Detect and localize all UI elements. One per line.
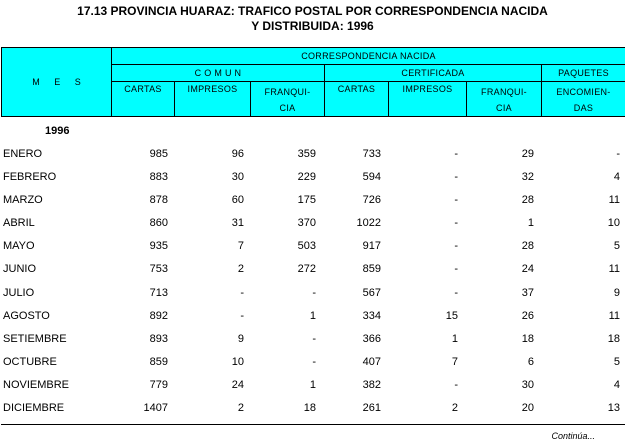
cell-value: 407 [362,356,381,368]
cell-value: 2 [237,402,244,414]
cell-value: 20 [521,402,534,414]
cell-value: 2 [237,263,244,275]
cell-value: 917 [362,240,381,252]
cell-value: - [312,356,316,368]
month-label: JUNIO [3,263,36,275]
header-comun: C O M U N [112,65,325,82]
table-row [0,194,625,214]
cell-value: 1407 [143,402,168,414]
cell-value: 503 [297,240,316,252]
cell-value: - [454,148,458,160]
cell-value: 334 [362,310,381,322]
cell-value: 18 [303,402,316,414]
cell-value: 32 [521,171,534,183]
month-label: DICIEMBRE [3,402,65,414]
cell-value: 9 [237,333,244,345]
header-mes: M E S [2,48,112,117]
header-certificada: CERTIFICADA [325,65,542,82]
table-title: 17.13 PROVINCIA HUARAZ: TRAFICO POSTAL POR CORRESPONDENCIA NACIDA [77,4,548,18]
cell-value: 366 [362,333,381,345]
month-label: SETIEMBRE [3,333,67,345]
cell-value: 370 [297,217,316,229]
cell-value: - [454,240,458,252]
table-row [0,333,625,353]
cell-value: 985 [149,148,168,160]
month-label: AGOSTO [3,310,50,322]
table-row [0,379,625,399]
cell-value: 567 [362,287,381,299]
cell-value: 18 [607,333,620,345]
cell-value: 31 [231,217,244,229]
cell-value: 5 [613,356,620,368]
cell-value: 30 [231,171,244,183]
cell-value: 1022 [356,217,381,229]
cell-value: 4 [613,171,620,183]
cell-value: - [454,379,458,391]
cell-value: 7 [237,240,244,252]
cell-value: 878 [149,194,168,206]
cell-value: 229 [297,171,316,183]
cell-value: 859 [362,263,381,275]
cell-value: 733 [362,148,381,160]
table-row [0,356,625,376]
cell-value: - [240,310,244,322]
month-label: MAYO [3,240,35,252]
cell-value: 24 [231,379,244,391]
cell-value: 359 [297,148,316,160]
column-header: CARTAS [325,82,389,117]
cell-value: 753 [149,263,168,275]
cell-value: 30 [521,379,534,391]
month-label: ENERO [3,148,43,160]
cell-value: 594 [362,171,381,183]
header-correspondencia-nacida: CORRESPONDENCIA NACIDA [112,48,625,65]
cell-value: - [240,287,244,299]
column-header: FRANQUI- CIA [467,82,542,117]
cell-value: - [454,287,458,299]
cell-value: 28 [521,194,534,206]
cell-value: - [454,171,458,183]
cell-value: 10 [607,217,620,229]
cell-value: 10 [231,356,244,368]
cell-value: 15 [445,310,458,322]
month-label: NOVIEMBRE [3,379,70,391]
table-row [0,402,625,422]
cell-value: 713 [149,287,168,299]
cell-value: 860 [149,217,168,229]
month-label: OCTUBRE [3,356,57,368]
table-row [0,287,625,307]
table-row [0,171,625,191]
column-header: ENCOMIEN- DAS [542,82,625,117]
cell-value: 60 [231,194,244,206]
month-label: JULIO [3,287,35,299]
cell-value: - [312,287,316,299]
cell-value: 2 [451,402,458,414]
cell-value: 779 [149,379,168,391]
table-bottom-rule [1,424,625,425]
cell-value: 26 [521,310,534,322]
cell-value: 7 [451,356,458,368]
table-row [0,217,625,237]
column-header: FRANQUI- CIA [251,82,325,117]
cell-value: 726 [362,194,381,206]
column-header: IMPRESOS [175,82,251,117]
cell-value: 11 [608,194,620,206]
cell-value: 11 [608,310,620,322]
cell-value: 1 [309,379,316,391]
column-header: CARTAS [112,82,175,117]
cell-value: 382 [362,379,381,391]
cell-value: 1 [309,310,316,322]
cell-value: - [454,217,458,229]
table-row [0,263,625,283]
header-paquetes: PAQUETES [542,65,625,82]
table-row [0,148,625,168]
cell-value: 96 [231,148,244,160]
cell-value: 18 [521,333,534,345]
cell-value: 5 [613,240,620,252]
cell-value: - [454,263,458,275]
cell-value: 859 [149,356,168,368]
month-label: FEBRERO [3,171,57,183]
continua-note: Continúa... [551,431,595,441]
column-header: IMPRESOS [389,82,467,117]
cell-value: 37 [521,287,534,299]
cell-value: 1 [451,333,458,345]
month-label: MARZO [3,194,43,206]
table-header [1,47,625,117]
cell-value: 272 [297,263,316,275]
cell-value: 11 [608,263,620,275]
table-row [0,310,625,330]
cell-value: 935 [149,240,168,252]
cell-value: 892 [149,310,168,322]
cell-value: 13 [607,402,620,414]
cell-value: - [312,333,316,345]
table-subtitle: Y DISTRIBUIDA: 1996 [251,19,374,33]
cell-value: 261 [362,402,381,414]
year-label: 1996 [45,125,70,137]
cell-value: 28 [521,240,534,252]
cell-value: 4 [613,379,620,391]
cell-value: 893 [149,333,168,345]
table-row [0,240,625,260]
cell-value: 24 [521,263,534,275]
cell-value: 175 [297,194,316,206]
cell-value: 9 [613,287,620,299]
cell-value: - [616,148,620,160]
cell-value: 883 [149,171,168,183]
month-label: ABRIL [3,217,35,229]
cell-value: 6 [527,356,534,368]
cell-value: 1 [527,217,534,229]
cell-value: - [454,194,458,206]
cell-value: 29 [521,148,534,160]
